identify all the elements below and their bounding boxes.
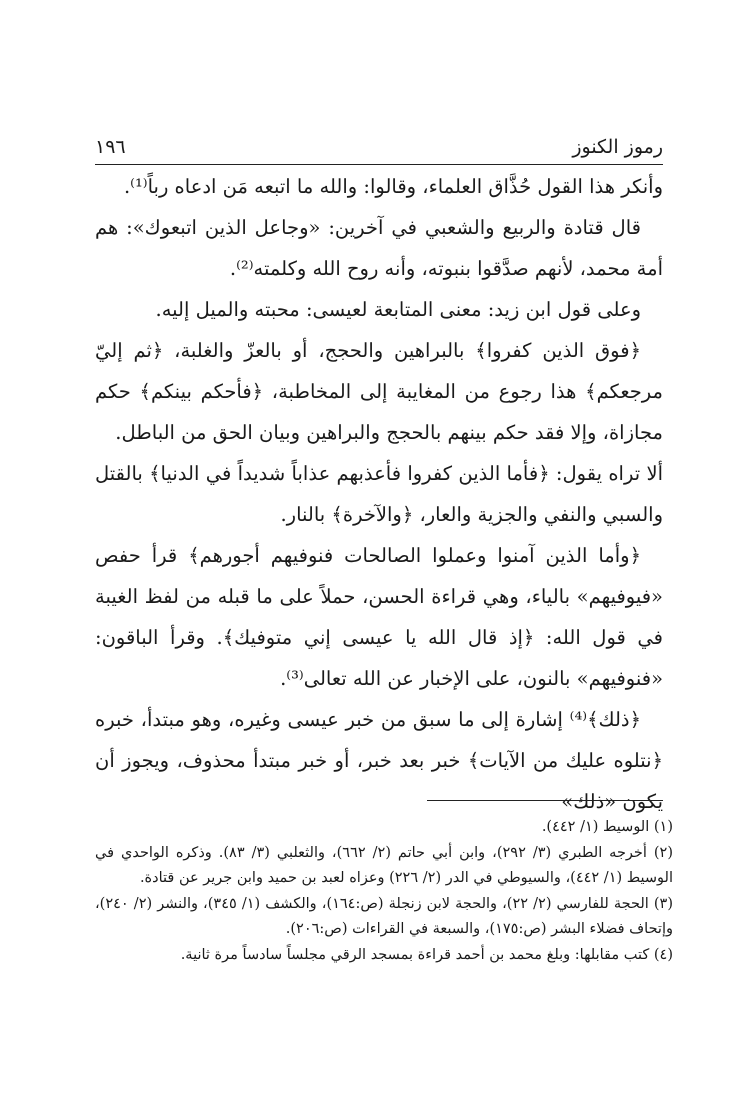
paragraph-1: وأنكر هذا القول حُذَّاق العلماء، وقالوا: والله ما اتبعه مَن ادعاه رباً⁽¹⁾. (123, 175, 663, 198)
footnote-4: (٤) كتب مقابلها: وبلغ محمد بن أحمد قراءة بمسجد الرقي مجلساً سادساً مرة ثانية. (180, 946, 673, 963)
paragraph-6: ﴿وأما الذين آمنوا وعملوا الصالحات فنوفيهم أجورهم﴾ قرأ حفص «فيوفيهم» بالياء، وهي قراءة الحسن، حملاً على ما قبله من لفظ الغيبة في قول الله: ﴿إذ قال الله يا عيسى إني متوفيك﴾. وقرأ الباقون: «فنوفيهم» بالنون، على الإخبار عن الله تعالى⁽³⁾. (95, 544, 663, 690)
running-title: رموز الكنوز (572, 136, 663, 158)
footnotes (95, 815, 673, 968)
paragraph-4: ﴿فوق الذين كفروا﴾ بالبراهين والحجج، أو بالعزّ والغلبة، ﴿ثم إليّ مرجعكم﴾ هذا رجوع من المغايبة إلى المخاطبة، ﴿فأحكم بينكم﴾ حكم مجازاة، وإلا فقد حكم بينهم بالحجج والبراهين وبيان الحق من الباطل. (95, 339, 663, 444)
paragraph-5: ألا تراه يقول: ﴿فأما الذين كفروا فأعذبهم عذاباً شديداً في الدنيا﴾ بالقتل والسبي والنفي والجزية والعار، ﴿والآخرة﴾ بالنار. (95, 462, 663, 526)
footnote-1: (١) الوسيط (١/ ٤٤٢). (541, 819, 673, 835)
page-header (95, 134, 663, 160)
paragraph-3: وعلى قول ابن زيد: معنى المتابعة لعيسى: محبته والميل إليه. (155, 298, 641, 321)
paragraph-7: ﴿ذلك﴾⁽⁴⁾ إشارة إلى ما سبق من خبر عيسى وغيره، وهو مبتدأ، خبره ﴿نتلوه عليك من الآيات﴾ خبر بعد خبر، أو خبر مبتدأ محذوف، ويجوز أن يكون «ذلك» (95, 708, 663, 813)
footnote-2: (٢) أخرجه الطبري (٣/ ٢٩٢)، وابن أبي حاتم (٢/ ٦٦٢)، والثعلبي (٣/ ٨٣). وذكره الواحدي في الوسيط (١/ ٤٤٢)، والسيوطي في الدر (٢/ ٢٢٦) وعزاه لعبد بن حميد وابن جرير عن قتادة. (95, 844, 674, 886)
page-number: ١٩٦ (95, 136, 126, 158)
footnote-separator (427, 800, 663, 801)
footnote-3: (٣) الحجة للفارسي (٢/ ٢٢)، والحجة لابن زنجلة (ص:١٦٤)، والكشف (١/ ٣٤٥)، والنشر (٢/ ٢٤٠)، وإتحاف فضلاء البشر (ص:١٧٥)، والسبعة في القراءات (ص:٢٠٦). (95, 895, 673, 937)
main-text (95, 166, 663, 822)
header-rule (95, 164, 663, 165)
paragraph-2: قال قتادة والربيع والشعبي في آخرين: «وجاعل الذين اتبعوك»: هم أمة محمد، لأنهم صدَّقوا بنبوته، وأنه روح الله وكلمته⁽²⁾. (95, 216, 663, 280)
